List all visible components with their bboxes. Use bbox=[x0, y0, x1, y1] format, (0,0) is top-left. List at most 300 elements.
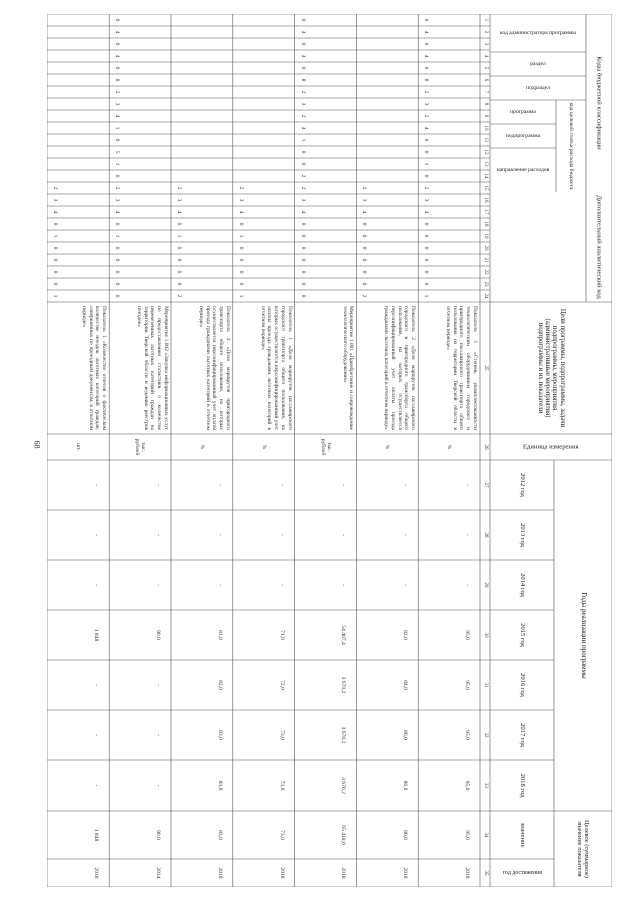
column-number: 12 bbox=[482, 149, 488, 155]
code-cell bbox=[49, 134, 61, 146]
code-cell: 0 bbox=[114, 138, 121, 142]
code-cell: 0 bbox=[299, 294, 306, 298]
indicator-name: Показатель 2 «Доля маршрутов пригородного транспорта общего пользования, на которых осуществляется персонифицированный учет оплаты проезда гражданами льготных категорий в отчетном периоде» bbox=[197, 306, 231, 430]
column-number: 5 bbox=[482, 66, 488, 70]
year-value-cell: - bbox=[340, 534, 347, 536]
header-target-item: код целевой статьи расхода бюджета bbox=[568, 102, 574, 190]
column-number: 15 bbox=[482, 185, 488, 191]
final-value-cell: 65 418,0 bbox=[340, 825, 347, 845]
column-number: 32 bbox=[482, 732, 488, 738]
code-cell: 3 bbox=[52, 198, 59, 202]
year-value-cell: - bbox=[402, 484, 409, 486]
header-program: программа bbox=[510, 109, 536, 115]
code-cell: 4 bbox=[52, 210, 59, 214]
code-cell: 1 bbox=[114, 234, 121, 238]
code-cell: 0 bbox=[361, 234, 368, 238]
code-cell: 0 bbox=[176, 246, 183, 250]
year-value-cell: 54 407,4 bbox=[340, 625, 347, 645]
final-value-cell: 86,0 bbox=[402, 830, 409, 840]
code-cell: 0 bbox=[114, 66, 121, 70]
indicator-name: Мероприятие 1.001 «Приобретение и сопровождение технологического оборудования» bbox=[341, 306, 355, 430]
code-cell bbox=[49, 110, 61, 122]
indicator-name: Показатель 1 «Степень укомплектованности технологическим оборудованием городского и пригородного пассажирского транспорта общего пользования на территории Тверской области в отчетном периоде» bbox=[445, 306, 478, 430]
code-cell: 0 bbox=[237, 246, 244, 250]
code-cell: 2 bbox=[361, 186, 368, 190]
final-year-cell: 2018 bbox=[340, 867, 347, 879]
code-cell: 0 bbox=[361, 222, 368, 226]
code-cell: 0 bbox=[114, 294, 121, 298]
year-value-cell: - bbox=[93, 734, 100, 736]
code-cell: 1 bbox=[52, 234, 59, 238]
code-cell bbox=[358, 26, 370, 38]
final-value-cell: 83,0 bbox=[216, 830, 223, 840]
year-value-cell: 71,0 bbox=[278, 630, 285, 640]
unit-cell: тыс. рублей bbox=[134, 438, 147, 456]
column-number: 21 bbox=[482, 257, 488, 263]
code-cell bbox=[173, 26, 185, 38]
code-cell bbox=[358, 170, 370, 182]
page-number: 68 bbox=[32, 440, 42, 449]
code-cell bbox=[173, 146, 185, 158]
code-cell bbox=[173, 134, 185, 146]
code-cell bbox=[358, 62, 370, 74]
code-cell bbox=[235, 146, 247, 158]
code-cell bbox=[358, 74, 370, 86]
code-cell: 2 bbox=[423, 90, 430, 94]
code-cell bbox=[49, 38, 61, 50]
code-cell: 4 bbox=[114, 30, 121, 34]
code-cell: 0 bbox=[237, 270, 244, 274]
code-cell: 3 bbox=[423, 198, 430, 202]
code-cell: 4 bbox=[423, 210, 430, 214]
code-cell: 1 bbox=[114, 162, 121, 166]
code-cell: 4 bbox=[423, 30, 430, 34]
code-cell: 2 bbox=[52, 186, 59, 190]
code-cell: 0 bbox=[52, 282, 59, 286]
code-cell: 4 bbox=[299, 126, 306, 130]
table-stage bbox=[47, 14, 612, 887]
header-unit: Единица измерения bbox=[523, 443, 579, 451]
code-cell: 8 bbox=[423, 78, 430, 82]
column-number: 7 bbox=[482, 90, 488, 94]
column-number: 2 bbox=[482, 30, 488, 34]
code-cell: 1 bbox=[52, 294, 59, 298]
year-value-cell: 86,0 bbox=[402, 730, 409, 740]
code-cell bbox=[49, 14, 61, 26]
code-cell bbox=[49, 98, 61, 110]
column-number: 35 bbox=[482, 870, 488, 876]
code-cell bbox=[49, 86, 61, 98]
column-number: 8 bbox=[482, 102, 488, 106]
year-value-cell: - bbox=[155, 484, 162, 486]
year-value-cell: 3 670,2 bbox=[340, 777, 347, 794]
header-year-2017: 2017 год bbox=[518, 723, 526, 747]
code-cell: 0 bbox=[52, 222, 59, 226]
code-cell bbox=[235, 38, 247, 50]
code-cell: 0 bbox=[361, 282, 368, 286]
code-cell: 0 bbox=[237, 282, 244, 286]
code-cell: 2 bbox=[299, 174, 306, 178]
final-year-cell: 2014 bbox=[155, 867, 162, 879]
code-cell: 2 bbox=[299, 114, 306, 118]
column-number: 14 bbox=[482, 173, 488, 179]
code-cell: 0 bbox=[299, 222, 306, 226]
year-value-cell: 72,0 bbox=[278, 680, 285, 690]
year-value-cell: 73,0 bbox=[278, 730, 285, 740]
code-cell: 0 bbox=[423, 282, 430, 286]
year-value-cell: 3 670,2 bbox=[340, 676, 347, 694]
year-value-cell: - bbox=[155, 684, 162, 686]
code-cell: 2 bbox=[176, 294, 183, 298]
code-cell bbox=[358, 146, 370, 158]
code-cell: 0 bbox=[299, 258, 306, 262]
column-number: 29 bbox=[482, 582, 488, 588]
code-cell: 0 bbox=[299, 66, 306, 70]
unit-cell: % bbox=[260, 444, 267, 450]
code-cell bbox=[358, 50, 370, 62]
code-cell bbox=[235, 26, 247, 38]
code-cell bbox=[358, 38, 370, 50]
code-cell: 0 bbox=[114, 18, 121, 22]
code-cell bbox=[235, 74, 247, 86]
unit-cell: шт. bbox=[75, 443, 82, 451]
code-cell: 4 bbox=[361, 210, 368, 214]
column-number: 30 bbox=[482, 632, 488, 638]
code-cell: 0 bbox=[237, 258, 244, 262]
code-cell: 4 bbox=[299, 210, 306, 214]
final-value-cell: 73,0 bbox=[278, 830, 285, 840]
code-cell bbox=[358, 98, 370, 110]
code-cell bbox=[235, 122, 247, 134]
year-value-cell: - bbox=[464, 534, 471, 536]
header-razdel: раздел bbox=[530, 61, 546, 67]
code-cell: 2 bbox=[299, 90, 306, 94]
column-number: 18 bbox=[482, 221, 488, 227]
code-cell: 3 bbox=[299, 198, 306, 202]
year-value-cell: 83,0 bbox=[216, 730, 223, 740]
indicator-name: Мероприятие 1.002 «Закупка информационных услуг по предоставлению статистики о количестве перевезенных льготных категорий граждан на территории Тверской области и ведению реестров поездок» bbox=[136, 306, 169, 430]
code-cell: 1 bbox=[299, 138, 306, 142]
code-cell bbox=[173, 98, 185, 110]
code-cell bbox=[358, 158, 370, 170]
header-periods: Годы реализации программы bbox=[579, 592, 588, 679]
column-number: 20 bbox=[482, 245, 488, 251]
budget-table bbox=[47, 14, 612, 887]
year-value-cell: - bbox=[155, 534, 162, 536]
code-cell: 4 bbox=[423, 126, 430, 130]
year-value-cell: - bbox=[402, 534, 409, 536]
column-number: 9 bbox=[482, 114, 488, 118]
code-cell bbox=[235, 158, 247, 170]
code-cell: 2 bbox=[237, 186, 244, 190]
code-cell: 2 bbox=[114, 186, 121, 190]
unit-cell: % bbox=[384, 444, 391, 450]
final-value-cell: 95,0 bbox=[464, 830, 471, 840]
year-value-cell: - bbox=[93, 784, 100, 787]
year-value-cell: - bbox=[464, 484, 471, 486]
year-value-cell: 82,0 bbox=[216, 680, 223, 690]
code-cell: 0 bbox=[361, 246, 368, 250]
code-cell bbox=[358, 122, 370, 134]
code-cell: 4 bbox=[114, 210, 121, 214]
code-cell: 4 bbox=[237, 210, 244, 214]
header-goal: Цели программы, подпрограммы, задачи подпрограммы, мероприятия (административные мероприятия) подпрограммы и их показатели bbox=[536, 308, 566, 428]
code-cell: 2 bbox=[299, 186, 306, 190]
code-cell: 0 bbox=[423, 150, 430, 154]
column-number: 28 bbox=[482, 532, 488, 538]
year-value-cell: 90,0 bbox=[155, 630, 162, 640]
code-cell bbox=[173, 62, 185, 74]
code-cell bbox=[173, 86, 185, 98]
column-number: 6 bbox=[482, 78, 488, 82]
code-cell bbox=[49, 146, 61, 158]
code-cell bbox=[235, 14, 247, 26]
column-number: 24 bbox=[482, 293, 488, 299]
column-number: 19 bbox=[482, 233, 488, 239]
code-cell: 4 bbox=[176, 210, 183, 214]
year-value-cell: - bbox=[216, 584, 223, 586]
code-cell bbox=[358, 14, 370, 26]
unit-cell: тыс. рублей bbox=[319, 438, 332, 456]
column-number: 11 bbox=[482, 137, 488, 143]
code-cell: 8 bbox=[114, 78, 121, 82]
year-value-cell: 82,0 bbox=[402, 630, 409, 640]
year-value-cell: 83,0 bbox=[216, 780, 223, 791]
year-value-cell: - bbox=[216, 534, 223, 536]
code-cell: 0 bbox=[299, 162, 306, 166]
code-cell: 0 bbox=[114, 174, 121, 178]
final-year-cell: 2018 bbox=[216, 867, 223, 879]
code-cell: 0 bbox=[299, 42, 306, 46]
final-year-cell: 2018 bbox=[402, 867, 409, 879]
code-cell bbox=[49, 122, 61, 134]
year-value-cell: 81,0 bbox=[216, 630, 223, 640]
code-cell: 0 bbox=[423, 66, 430, 70]
final-year-cell: 2018 bbox=[464, 867, 471, 879]
year-value-cell: - bbox=[278, 534, 285, 536]
code-cell: 2 bbox=[423, 186, 430, 190]
year-value-cell: 86,0 bbox=[402, 780, 409, 791]
unit-cell: % bbox=[198, 444, 205, 450]
code-cell bbox=[235, 170, 247, 182]
year-value-cell: - bbox=[93, 684, 100, 686]
code-cell: 0 bbox=[52, 258, 59, 262]
code-cell: 0 bbox=[299, 234, 306, 238]
code-cell: 2 bbox=[114, 90, 121, 94]
header-budget-codes: Коды бюджетной классификации bbox=[595, 56, 603, 150]
code-cell: 0 bbox=[114, 258, 121, 262]
year-value-cell: - bbox=[155, 584, 162, 586]
code-cell: 0 bbox=[423, 246, 430, 250]
column-number: 31 bbox=[482, 682, 488, 688]
header-subprogram: подпрограмма bbox=[505, 133, 541, 139]
code-cell bbox=[173, 110, 185, 122]
code-cell: 4 bbox=[114, 114, 121, 118]
code-cell: 3 bbox=[176, 198, 183, 202]
code-cell: 3 bbox=[361, 198, 368, 202]
header-year-2015: 2015 год bbox=[518, 623, 526, 647]
code-cell: 1 bbox=[237, 234, 244, 238]
column-number: 22 bbox=[482, 269, 488, 275]
code-cell bbox=[173, 122, 185, 134]
year-value-cell: 84,0 bbox=[402, 680, 409, 690]
code-cell: 0 bbox=[423, 42, 430, 46]
code-cell bbox=[49, 26, 61, 38]
year-value-cell: - bbox=[155, 784, 162, 787]
code-cell bbox=[358, 86, 370, 98]
year-value-cell: 3 670,2 bbox=[340, 726, 347, 744]
code-cell: 0 bbox=[114, 246, 121, 250]
header-year-2018: 2018 год bbox=[518, 773, 526, 798]
code-cell: 3 bbox=[114, 198, 121, 202]
code-cell bbox=[49, 170, 61, 182]
code-cell: 1 bbox=[423, 162, 430, 166]
indicator-name: Показатель 1 «Доля маршрутов пассажирского городского транспорта общего пользования, на которых осуществляется персонифицированный учет оплаты проезда гражданами льготных категорий в отчетном периоде» bbox=[259, 306, 293, 430]
column-number: 13 bbox=[482, 161, 488, 167]
code-cell bbox=[49, 74, 61, 86]
code-cell: 0 bbox=[299, 246, 306, 250]
code-cell: 3 bbox=[114, 102, 121, 106]
code-cell bbox=[235, 134, 247, 146]
header-podrazdel: подраздел bbox=[526, 85, 550, 91]
code-cell: 4 bbox=[423, 54, 430, 58]
column-number: 4 bbox=[482, 54, 488, 58]
year-value-cell: - bbox=[340, 584, 347, 586]
code-cell bbox=[358, 134, 370, 146]
code-cell: 0 bbox=[114, 270, 121, 274]
code-cell: 0 bbox=[176, 222, 183, 226]
code-cell bbox=[235, 98, 247, 110]
unit-cell: % bbox=[446, 444, 453, 450]
code-cell: 0 bbox=[423, 18, 430, 22]
code-cell bbox=[173, 74, 185, 86]
code-cell: 3 bbox=[299, 102, 306, 106]
column-number: 3 bbox=[482, 42, 488, 46]
year-value-cell: 73,0 bbox=[278, 780, 285, 791]
code-cell bbox=[173, 50, 185, 62]
code-cell: 3 bbox=[423, 102, 430, 106]
code-cell: 0 bbox=[52, 270, 59, 274]
code-cell bbox=[235, 62, 247, 74]
year-value-cell: - bbox=[155, 734, 162, 736]
header-year-2016: 2016 год bbox=[518, 673, 526, 697]
header-year-2013: 2013 год bbox=[518, 523, 526, 547]
final-value-cell: 1 848 bbox=[93, 828, 100, 842]
code-cell: 0 bbox=[423, 234, 430, 238]
column-number: 1 bbox=[482, 18, 488, 22]
code-cell: 3 bbox=[237, 198, 244, 202]
column-number: 33 bbox=[482, 783, 488, 788]
year-value-cell: - bbox=[278, 584, 285, 586]
code-cell bbox=[173, 158, 185, 170]
code-cell: 0 bbox=[176, 270, 183, 274]
code-cell bbox=[173, 38, 185, 50]
header-final-value: Целевое (суммарное) значение показателя bbox=[576, 820, 591, 878]
code-cell: 4 bbox=[299, 54, 306, 58]
code-cell: 0 bbox=[423, 174, 430, 178]
year-value-cell: - bbox=[93, 584, 100, 586]
code-cell bbox=[235, 86, 247, 98]
code-cell bbox=[173, 170, 185, 182]
year-value-cell: 95,0 bbox=[464, 680, 471, 690]
code-cell: 0 bbox=[176, 282, 183, 286]
year-value-cell: - bbox=[93, 534, 100, 536]
year-value-cell: 95,0 bbox=[464, 780, 471, 791]
column-number: 10 bbox=[482, 125, 488, 131]
year-value-cell: - bbox=[278, 484, 285, 486]
code-cell: 0 bbox=[299, 270, 306, 274]
code-cell: 0 bbox=[423, 138, 430, 142]
code-cell bbox=[235, 110, 247, 122]
header-year-2012: 2012 год bbox=[518, 473, 526, 497]
header-admin-code: код администратора программы bbox=[499, 30, 577, 36]
code-cell bbox=[358, 110, 370, 122]
year-value-cell: - bbox=[216, 484, 223, 486]
final-year-cell: 2018 bbox=[93, 867, 100, 879]
header-year-2014: 2014 год bbox=[518, 573, 526, 597]
code-cell: 1 bbox=[114, 126, 121, 130]
year-value-cell: 95,0 bbox=[464, 730, 471, 740]
header-year-achieved: год достижения bbox=[502, 869, 542, 876]
year-value-cell: - bbox=[464, 584, 471, 586]
code-cell: 1 bbox=[237, 294, 244, 298]
code-cell: 0 bbox=[176, 258, 183, 262]
code-cell: 0 bbox=[423, 222, 430, 226]
column-number: 27 bbox=[482, 482, 488, 488]
column-number: 26 bbox=[482, 444, 488, 450]
header-extra-code: Дополнительный аналитический код bbox=[595, 195, 603, 299]
code-cell: 1 bbox=[423, 294, 430, 298]
code-cell: 8 bbox=[299, 78, 306, 82]
column-number: 23 bbox=[482, 281, 488, 287]
code-cell: 0 bbox=[237, 222, 244, 226]
indicator-name: Показатель 1 «Количество отчетов о фактическом количестве поездок льготных категорий граждан, совершенных по проездным документам, в отчетном периоде» bbox=[80, 306, 108, 430]
indicator-name: Показатель 2 «Доля маршрутов пассажирского городского и пригородного транспорта общего пользования, на которых осуществляется персонифицированный учет оплаты проезда гражданами льготных категорий в отчетном периоде» bbox=[383, 306, 417, 430]
year-value-cell: 95,0 bbox=[464, 630, 471, 640]
final-year-cell: 2018 bbox=[278, 867, 285, 879]
code-cell: 0 bbox=[423, 258, 430, 262]
code-cell: 0 bbox=[114, 282, 121, 286]
header-direction: направление расходов bbox=[496, 167, 550, 173]
code-cell: 5 bbox=[114, 150, 121, 154]
year-value-cell: - bbox=[93, 484, 100, 486]
code-cell: 1 bbox=[176, 234, 183, 238]
code-cell: 4 bbox=[114, 54, 121, 58]
year-value-cell: - bbox=[402, 584, 409, 586]
code-cell: 0 bbox=[299, 282, 306, 286]
column-number: 16 bbox=[482, 197, 488, 203]
code-cell: 0 bbox=[361, 270, 368, 274]
code-cell: 0 bbox=[299, 18, 306, 22]
code-cell: 4 bbox=[299, 30, 306, 34]
code-cell: 0 bbox=[52, 246, 59, 250]
year-value-cell: - bbox=[340, 484, 347, 486]
code-cell: 0 bbox=[114, 222, 121, 226]
final-value-cell: 90,0 bbox=[155, 830, 162, 840]
code-cell bbox=[173, 14, 185, 26]
year-value-cell: 1 848 bbox=[93, 628, 100, 642]
code-cell: 0 bbox=[114, 42, 121, 46]
code-cell: 0 bbox=[423, 270, 430, 274]
code-cell: 2 bbox=[423, 114, 430, 118]
code-cell: 2 bbox=[361, 294, 368, 298]
column-number: 25 bbox=[482, 365, 488, 371]
header-value: значение bbox=[518, 822, 526, 848]
code-cell bbox=[49, 158, 61, 170]
code-cell: 0 bbox=[361, 258, 368, 262]
code-cell bbox=[235, 50, 247, 62]
column-number: 17 bbox=[482, 209, 488, 215]
